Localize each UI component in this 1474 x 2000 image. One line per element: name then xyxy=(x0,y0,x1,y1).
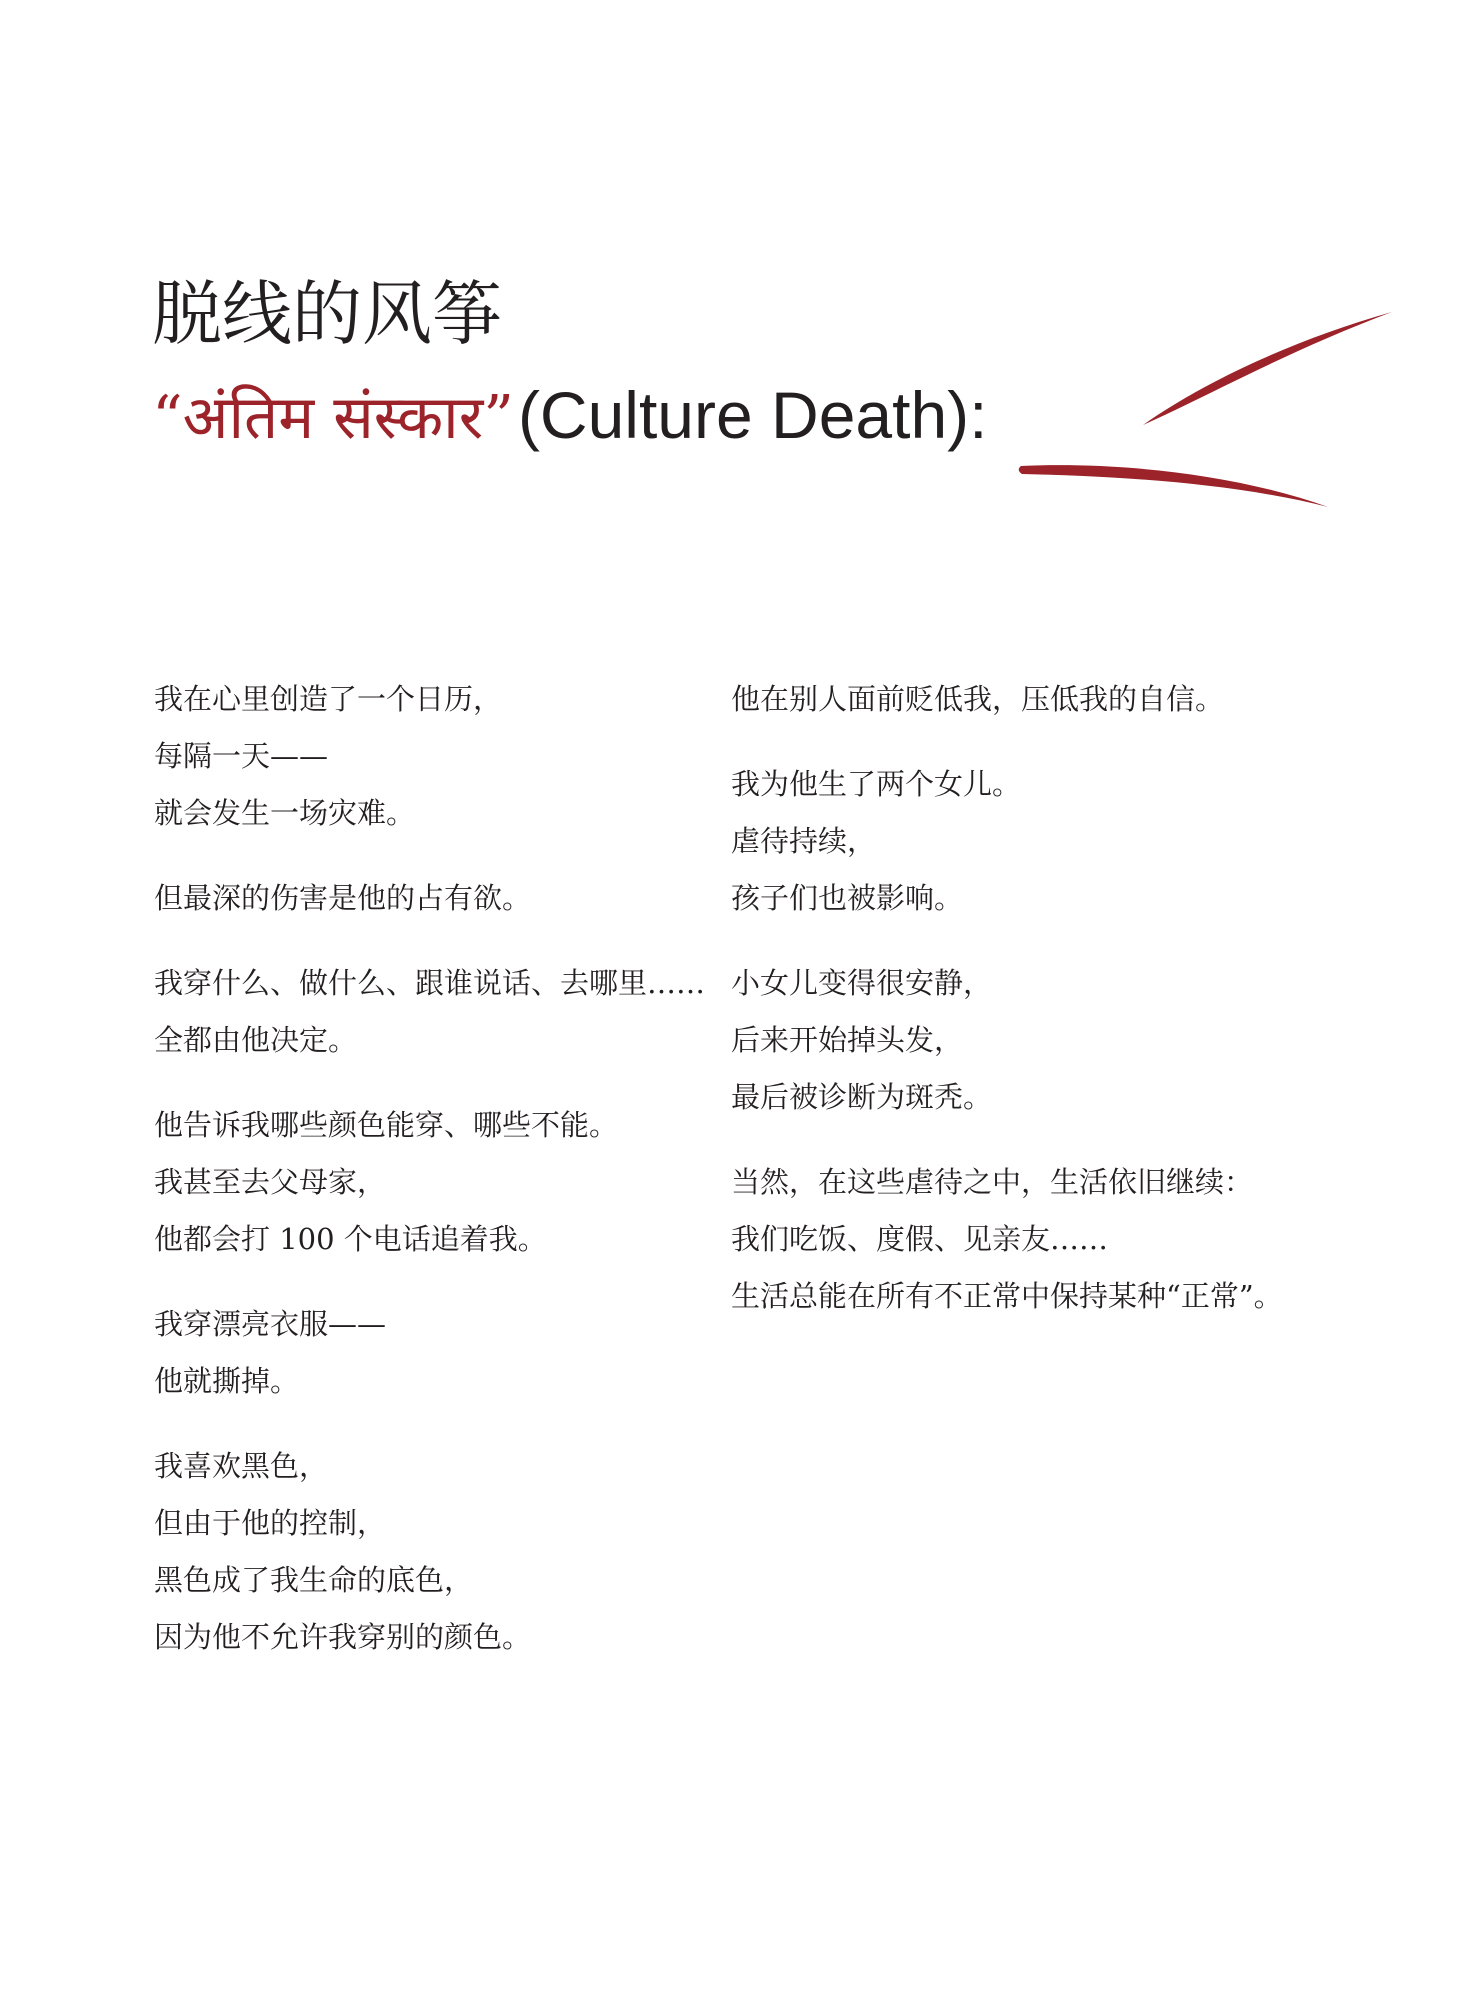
stanza xyxy=(154,671,714,842)
subtitle-hindi: “अंतिम संस्कार” xyxy=(152,383,514,453)
stanza xyxy=(731,1154,1431,1325)
poem-line: 最后被诊断为斑秃。 xyxy=(731,1080,993,1114)
poem-line: 全都由他决定。 xyxy=(154,1023,358,1057)
stanza xyxy=(154,870,714,927)
brush-stroke-upper xyxy=(1143,312,1392,425)
poem-line: 但由于他的控制， xyxy=(154,1506,387,1540)
poem-line: 我穿什么、做什么、跟谁说话、去哪里…… xyxy=(154,966,706,1000)
poem-line: 虐待持续， xyxy=(731,824,877,858)
poem-line: 我们吃饭、度假、见亲友…… xyxy=(731,1222,1109,1256)
poem-line: 我为他生了两个女儿。 xyxy=(731,767,1022,801)
poem-line: 他都会打 100 个电话追着我。 xyxy=(154,1222,547,1256)
stanza xyxy=(731,671,1431,728)
left-column xyxy=(154,671,714,1694)
poem-line: 就会发生一场灾难。 xyxy=(154,796,416,830)
brush-stroke-lower xyxy=(1019,465,1328,507)
poem-line: 他在别人面前贬低我，压低我的自信。 xyxy=(731,682,1225,716)
poem-line: 每隔一天—— xyxy=(154,739,329,773)
stanza xyxy=(154,1097,714,1268)
right-column xyxy=(731,671,1431,1353)
stanza xyxy=(731,955,1431,1126)
poem-line: 生活总能在所有不正常中保持某种“正常”。 xyxy=(731,1279,1283,1313)
poem-line: 黑色成了我生命的底色， xyxy=(154,1563,474,1597)
poem-line: 他告诉我哪些颜色能穿、哪些不能。 xyxy=(154,1108,619,1142)
subtitle-english: (Culture Death): xyxy=(517,378,988,452)
poem-line: 他就撕掉。 xyxy=(154,1364,300,1398)
poem-line: 因为他不允许我穿别的颜色。 xyxy=(154,1620,532,1654)
poem-line: 后来开始掉头发， xyxy=(731,1023,964,1057)
poem-line: 孩子们也被影响。 xyxy=(731,881,964,915)
stanza xyxy=(731,756,1431,927)
poem-line: 当然，在这些虐待之中，生活依旧继续： xyxy=(731,1165,1254,1199)
poem-line: 我在心里创造了一个日历， xyxy=(154,682,503,716)
poem-line: 我穿漂亮衣服—— xyxy=(154,1307,387,1341)
poem-line: 但最深的伤害是他的占有欲。 xyxy=(154,881,532,915)
stanza xyxy=(154,1296,714,1410)
poem-line: 我甚至去父母家， xyxy=(154,1165,387,1199)
page-subtitle xyxy=(152,373,987,476)
page-title: 脱线的风筝 xyxy=(152,273,502,355)
poem-line: 小女儿变得很安静， xyxy=(731,966,993,1000)
poem-line: 我喜欢黑色， xyxy=(154,1449,329,1483)
stanza xyxy=(154,1438,714,1666)
stanza xyxy=(154,955,714,1069)
